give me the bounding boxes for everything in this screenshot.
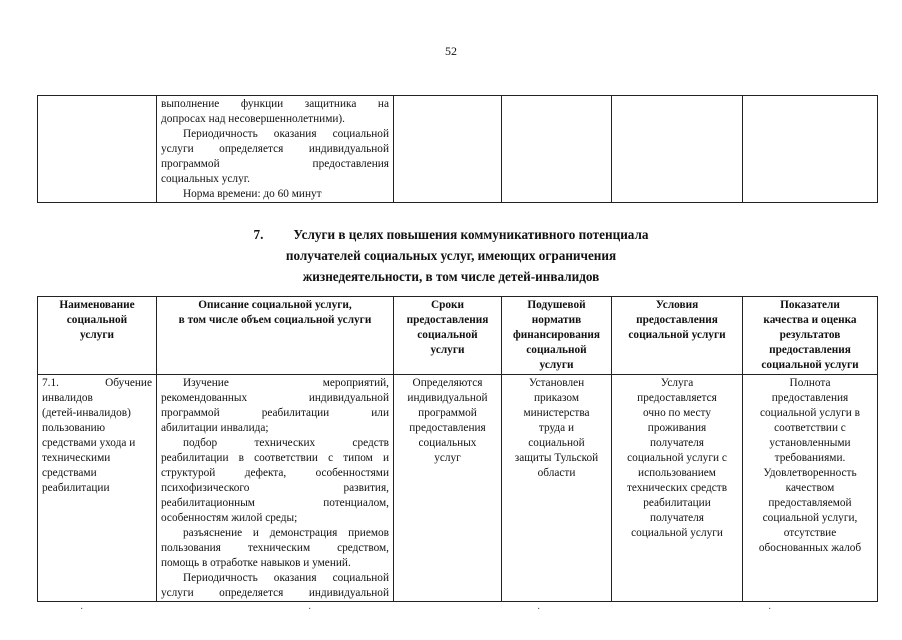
scan-speck: · [537, 604, 541, 615]
scan-speck: · [308, 604, 312, 615]
cont-norm-cell [502, 96, 612, 203]
section-title-line: получателей социальных услуг, имеющих ограничения [285, 248, 617, 263]
cont-line: допросах над несовершеннолетними). [161, 113, 345, 125]
section-title [0, 224, 902, 287]
header-description: Описание социальной услуги, в том числе объем социальной услуги [157, 297, 394, 375]
table-row [38, 375, 878, 602]
service-name-cell: 7.1. Обучение инвалидов (детей-инвалидов) пользованию средствами ухода и техническими средствами реабилитации [38, 375, 157, 602]
header-norm: Подушевой норматив финансирования социальной услуги [502, 297, 612, 375]
header-conditions: Условия предоставления социальной услуги [612, 297, 743, 375]
header-terms: Сроки предоставления социальной услуги [394, 297, 502, 375]
continuation-table [37, 95, 878, 203]
section-title-line: жизнедеятельности, в том числе детей-инвалидов [302, 269, 600, 284]
service-indicators-cell: Полнота предоставления социальной услуги в соответствии с установленными требованиями. Удовлетворенность качеством предоставляемой социальной услуги, отсутствие обоснованных жалоб [743, 375, 878, 602]
page-number: 52 [445, 44, 457, 58]
cont-name-cell [38, 96, 157, 203]
cont-line: услуги определяется индивидуальной [161, 143, 389, 155]
cont-conditions-cell [612, 96, 743, 203]
services-table [37, 296, 878, 602]
cont-line: программой предоставления [161, 158, 389, 170]
cont-line: выполнение функции защитника на [161, 98, 389, 110]
cont-desc-cell [157, 96, 394, 203]
cont-line: социальных услуг. [161, 173, 250, 185]
section-number: 7. [253, 227, 264, 242]
section-title-line: 7. Услуги в целях повышения коммуникативного потенциала [0, 224, 902, 245]
cont-terms-cell [394, 96, 502, 203]
service-norm-cell: Установлен приказом министерства труда и социальной защиты Тульской области [502, 375, 612, 602]
header-indicators: Показатели качества и оценка результатов предоставления социальной услуги [743, 297, 878, 375]
scan-speck: · [80, 604, 84, 615]
cont-indicators-cell [743, 96, 878, 203]
service-conditions-cell: Услуга предоставляется очно по месту проживания получателя социальной услуги с использованием технических средств реабилитации получателя социальной услуги [612, 375, 743, 602]
header-name: Наименование социальной услуги [38, 297, 157, 375]
table-header-row [38, 297, 878, 375]
cont-line: Норма времени: до 60 минут [183, 188, 322, 200]
service-terms-cell: Определяются индивидуальной программой предоставления социальных услуг [394, 375, 502, 602]
scan-speck: · [768, 604, 772, 615]
cont-line: Периодичность оказания социальной [183, 128, 389, 140]
service-description-cell: Изучение мероприятий, рекомендованных индивидуальной программой реабилитации или абилитации инвалида; подбор технических средств реабилитации в соответствии с типом и структурой дефекта, особенностями психофизического развития, реабилитационным потенциалом, особенностям жилой среды; разъяснение и демонстрация приемов пользования техническим средством, помощь в отработке навыков и умений. Периодичность оказания социальной услуги определяется индивидуальной [157, 375, 394, 602]
